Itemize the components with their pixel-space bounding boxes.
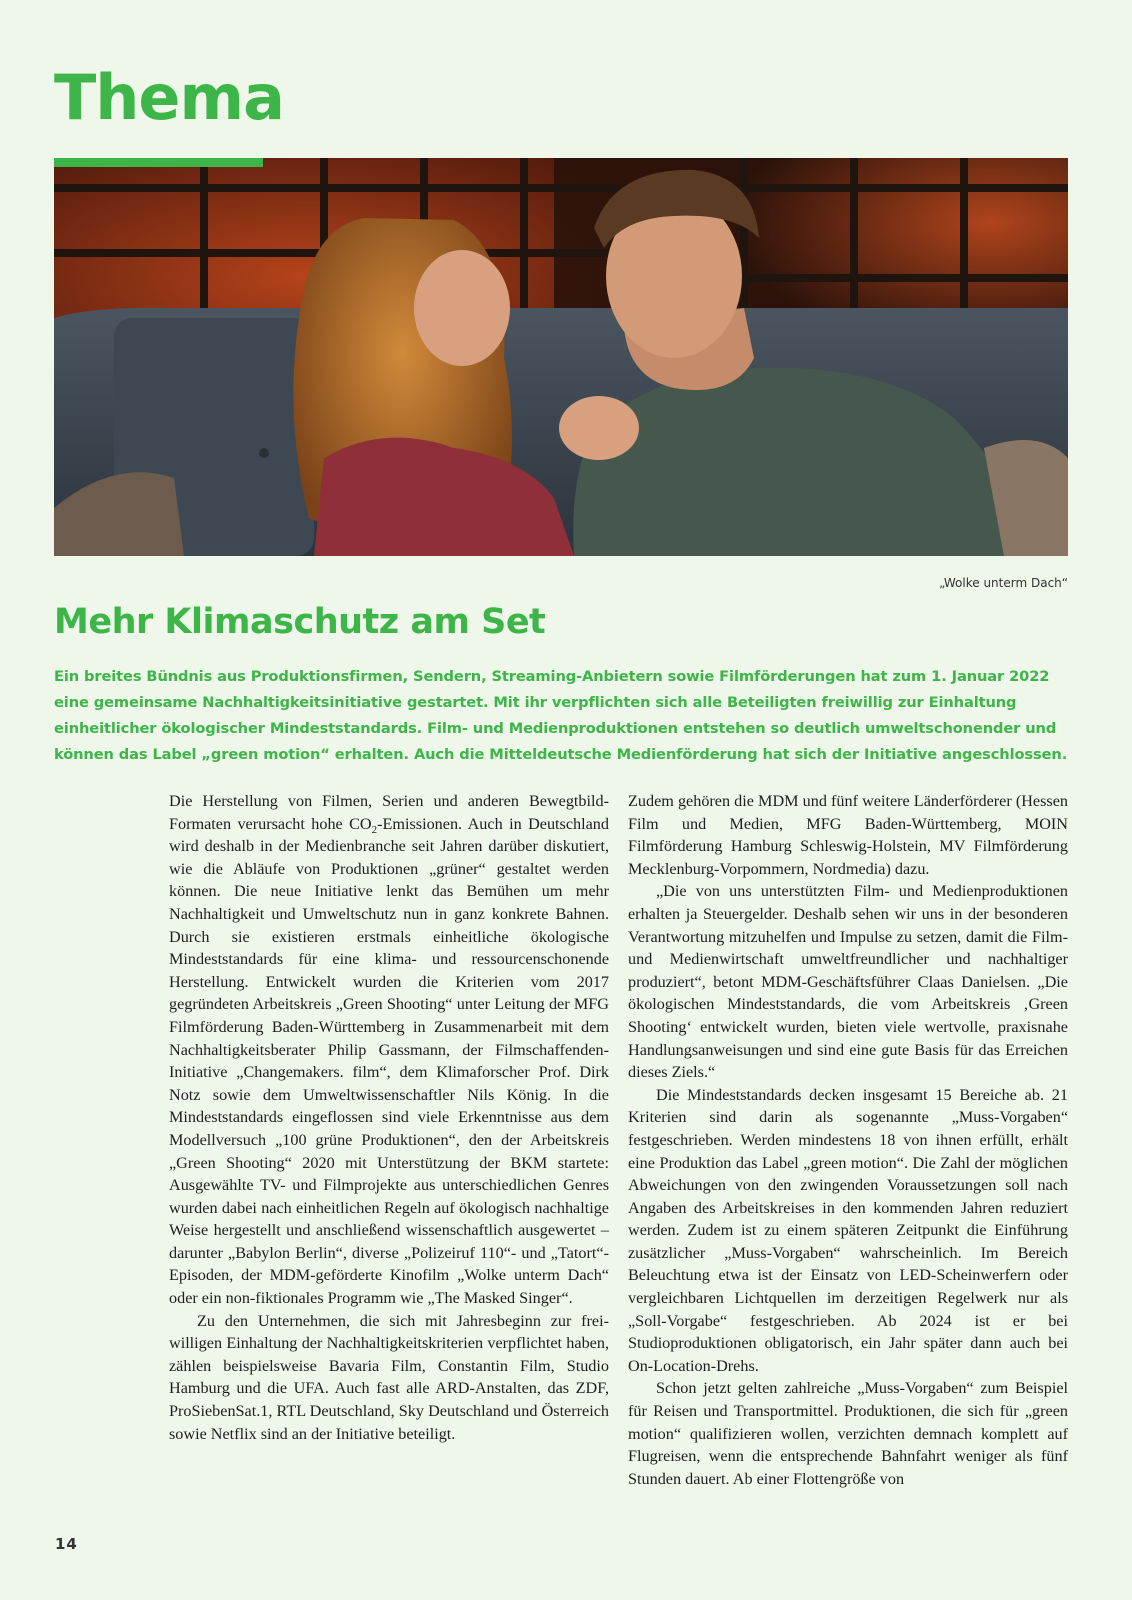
lead-line: Ein breites Bündnis aus Produktionsfirmen, Sendern, Streaming-Anbietern sowie Filmförderungen hat zum 1. Januar 2022	[54, 668, 1050, 685]
article-column-right	[628, 790, 1068, 1490]
body-paragraph	[169, 790, 609, 1310]
body-text: Die Herstellung von Filmen, Serien und anderen Bewegtbild-Formaten verursacht hohe CO	[169, 792, 609, 833]
body-text: -Emissionen. Auch in Deutschland wird deshalb in der Medienbranche seit Jahren darüber diskutiert, wie die Abläufe von Produktionen „grüner“ gestaltet werden können. Die neue Initiative lenkt das Bemühen um mehr Nachhaltigkeit und Umweltschutz nun in ganz konkrete Bahnen. Durch sie existieren erstmals einheitliche ökologische Mindeststandards für eine klima- und ressourcenschonende Herstellung. Entwickelt wurden die Kriterien vom 2017 gegründeten Arbeitskreis „Green Shooting“ unter Leitung der MFG Filmförderung Baden-Württemberg in Zusammenarbeit mit dem Nachhaltigkeitsberater Philip Gassmann, der Filmschaffenden-Initiative „Changemakers. film“, dem Klimaforscher Prof. Dirk Notz sowie dem Umweltwissenschaftler Nils König. In die Mindeststandards eingeflossen sind viele Erkenntnisse aus dem Modellversuch „100 grüne Produktionen“, den der Arbeitskreis „Green Shooting“ 2020 mit Unterstützung der BKM startete: Ausgewählte TV- und Filmprojekte aus unterschiedlichen Genres wurden dabei nach einheitlichen Regeln auf ökologisch nachhaltige Weise hergestellt und anschließend wissenschaftlich ausgewertet – darunter „Babylon Berlin“, diverse „Polizeiruf 110“- und „Tatort“-Episoden, der MDM-geförderte Kinofilm „Wolke unterm Dach“ oder ein non-fiktionales Programm wie „The Masked Singer“.	[169, 814, 609, 1308]
lead-line: können das Label „green motion“ erhalten. Auch die Mitteldeutsche Medienförderung hat sich der Initiative angeschlossen.	[54, 746, 1068, 763]
body-paragraph: „Die von uns unterstützten Film- und Medienproduktionen erhalten ja Steuergelder. Deshalb sehen wir uns in der besonderen Verantwortung mitzuhelfen und Impulse zu setzen, damit die Film- und Medienwirtschaft umweltfreundlicher und nachhaltiger produziert“, betont MDM-Geschäftsführer Claas Danielsen. „Die ökologischen Mindeststandards, die vom Arbeitskreis ‚Green Shooting‘ entwickelt wurden, bieten viele wertvolle, praxisnahe Handlungsanweisungen und sind eine gute Basis für das Erreichen dieses Ziels.“	[628, 882, 1068, 1082]
lead-line: eine gemeinsame Nachhaltigkeitsinitiative gestartet. Mit ihr verpflichten sich alle Beteiligten freiwillig zur Einhaltung	[54, 694, 1017, 711]
section-title: Thema	[54, 61, 284, 134]
page-number: 14	[55, 1535, 78, 1553]
article-column-left	[169, 790, 609, 1445]
article-photo	[54, 158, 1068, 556]
accent-bar	[54, 158, 263, 167]
article-headline: Mehr Klimaschutz am Set	[54, 602, 546, 642]
body-paragraph: Die Mindeststandards decken insgesamt 15 Bereiche ab. 21 Kriterien sind darin als sogenannte „Muss-Vorgaben“ festgeschrieben. Werden mindestens 18 von ihnen erfüllt, erhält eine Produktion das Label „green motion“. Die Zahl der möglichen Abweichungen von den zwingenden Voraussetzungen soll nach Angaben des Arbeitskreises in den kommenden Jahren reduziert werden. Zudem ist zu einem späteren Zeitpunkt die Einführung zusätzlicher „Muss-Vorgaben“ wahrscheinlich. Im Bereich Beleuchtung etwa ist der Einsatz von LED-Scheinwerfern oder vergleichbaren Lichtquellen im derzeitigen Regelwerk nur als „Soll-Vorgabe“ festgeschrieben. Ab 2024 ist er bei Studioproduktionen obligatorisch, ein Jahr später dann auch bei On-Location-Drehs.	[628, 1085, 1068, 1375]
body-paragraph: Zudem gehören die MDM und fünf weitere Länderförderer (Hessen Film und Medien, MFG Baden-Württemberg, MOIN Filmförderung Hamburg Schleswig-Holstein, MV Filmförderung Mecklenburg-Vorpommern, Nordmedia) dazu.	[628, 792, 1068, 878]
photo-caption: „Wolke unterm Dach“	[939, 576, 1068, 590]
body-paragraph: Zu den Unternehmen, die sich mit Jahresbeginn zur freiwilligen Einhaltung der Nachhaltigkeitskriterien verpflichtet haben, zählen beispielsweise Bavaria Film, Constantin Film, Studio Hamburg und die UFA. Auch fast alle ARD-Anstalten, das ZDF, ProSiebenSat.1, RTL Deutschland, Sky Deutschland und Österreich sowie Netflix sind an der Initiative beteiligt.	[169, 1311, 609, 1443]
article-lead	[54, 664, 1068, 768]
subscript: 2	[371, 823, 378, 836]
body-paragraph: Schon jetzt gelten zahlreiche „Muss-Vorgaben“ zum Beispiel für Reisen und Transportmittel. Produktionen, die sich für „green motion“ qualifizieren wollen, verzichten demnach komplett auf Flugreisen, wenn die entsprechende Bahnfahrt weniger als fünf Stunden dauert. Ab einer Flottengröße von	[628, 1379, 1068, 1488]
lead-line: einheitlicher ökologischer Mindeststandards. Film- und Medienproduktionen entstehen so deutlich umweltschonender und	[54, 720, 1057, 737]
